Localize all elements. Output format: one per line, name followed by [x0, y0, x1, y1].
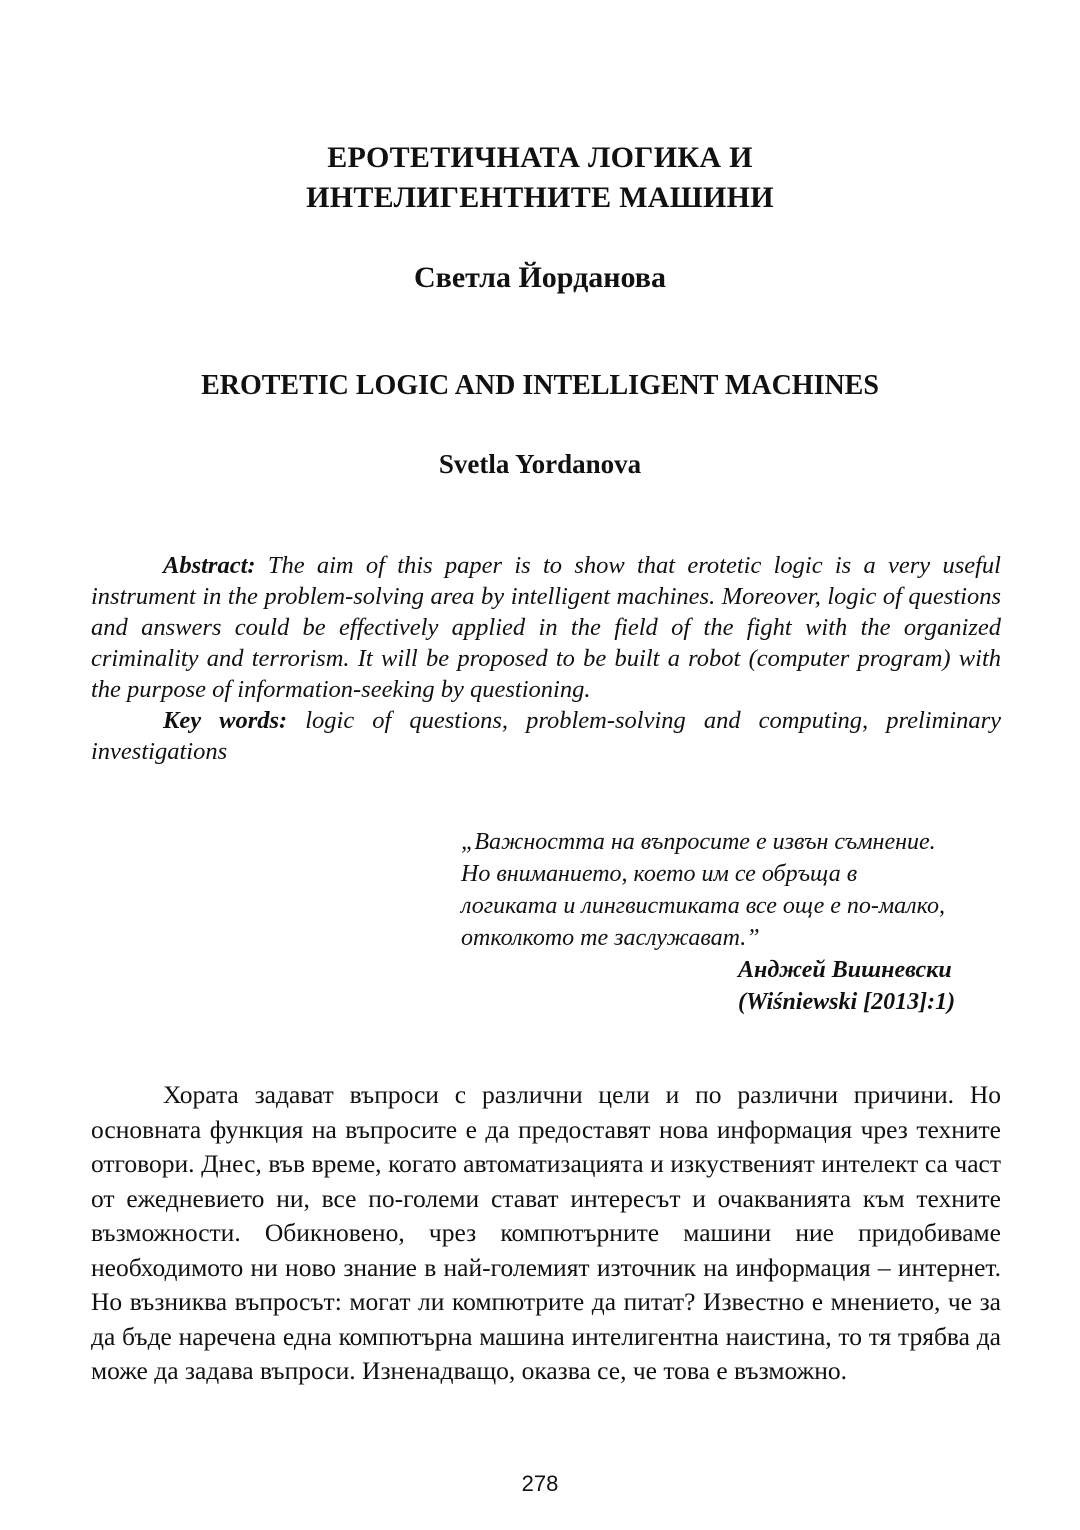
author-bulgarian: Светла Йорданова	[413, 261, 667, 294]
title-english: EROTETIC LOGIC AND INTELLIGENT MACHINES	[201, 370, 879, 401]
keywords-label: Key words:	[163, 707, 288, 734]
body-paragraph: Хората задават въпроси с различни цели и по различни причини. Но основната функция на въпросите е да предоставят нова информация чрез техните отговори. Днес, във време, когато автоматизацията и изкуственият интелект са част от ежедневието ни, все по-големи стават интересът и очакванията към техните възможности. Обикновено, чрез компютърните машини ние придобиваме необходимото ни ново знание в най-големият източник на информация – интернет. Но възниква въпросът: могат ли компютрите да питат? Известно е мнението, че за да бъде наречена една компютърна машина интелигентна наистина, то тя трябва да може да задава въпроси. Изненадващо, оказва се, че това е възможно.	[91, 1080, 1001, 1385]
abstract-block	[91, 550, 1001, 767]
epigraph-quote	[461, 826, 1001, 1018]
body-text	[91, 1078, 1001, 1389]
epigraph-line: отколкото те заслужават.”	[461, 925, 760, 951]
abstract-text: The aim of this paper is to show that erotetic logic is a very useful instrument in the problem-solving area by intelligent machines. Moreover, logic of questions and answers could be effectively applied in the field of the fight with the organized criminality and terrorism. It will be proposed to be built a robot (computer program) with the purpose of information-seeking by questioning.	[91, 552, 1001, 703]
epigraph-line: логиката и лингвистиката все още е по-малко,	[461, 893, 945, 919]
epigraph-author: Анджей Вишневски	[738, 957, 952, 983]
title-bulgarian-line2: ИНТЕЛИГЕНТНИТЕ МАШИНИ	[306, 181, 774, 214]
epigraph-line: Но вниманието, което им се обръща в	[461, 861, 858, 887]
title-bulgarian-line1: ЕРОТЕТИЧНАТА ЛОГИКА И	[327, 141, 753, 174]
page-number: 278	[521, 1471, 559, 1496]
author-english: Svetla Yordanova	[438, 449, 642, 479]
epigraph-source: (Wiśniewski [2013]:1)	[738, 989, 956, 1015]
abstract-paragraph	[91, 550, 1001, 705]
keywords-paragraph	[91, 705, 1001, 767]
epigraph-line: „Важността на въпросите е извън съмнение.	[461, 829, 936, 855]
abstract-label: Abstract:	[163, 552, 256, 579]
title-bulgarian	[0, 138, 1080, 218]
keywords-text: logic of questions, problem-solving and computing, preliminary investigations	[91, 707, 1001, 765]
